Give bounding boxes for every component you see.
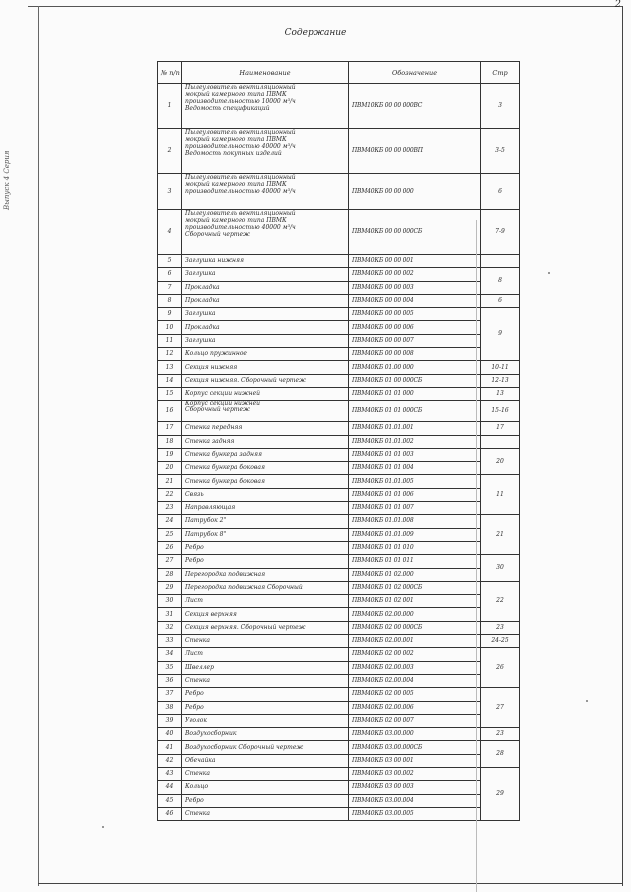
row-name: Направляющая — [182, 502, 349, 515]
row-designation: ПВМ40КБ 01.01.009 — [349, 528, 481, 541]
table-row — [158, 268, 520, 281]
table-row — [158, 728, 520, 741]
row-name: Воздухосборник — [182, 728, 349, 741]
row-name: Стенка — [182, 674, 349, 687]
row-page-group: 29 — [481, 767, 520, 820]
row-designation: ПВМ40КБ 00 00 000 — [349, 174, 481, 210]
header-designation: Обозначение — [349, 62, 481, 84]
row-number: 40 — [158, 728, 182, 741]
row-designation: ПВМ40КБ 02.00.001 — [349, 635, 481, 648]
row-designation: ПВМ40КБ 03 00.002 — [349, 767, 481, 780]
table-row — [158, 374, 520, 387]
row-name: Перегородка подвижная — [182, 568, 349, 581]
row-page-group: 6 — [481, 294, 520, 307]
row-name-line: Ведомость спецификаций — [185, 105, 270, 112]
row-designation: ПВМ40КБ 01 01 000 — [349, 387, 481, 400]
row-name-line: Пылеуловитель вентиляционный — [185, 174, 296, 181]
row-number: 8 — [158, 294, 182, 307]
row-name: Заглушка — [182, 308, 349, 321]
row-designation: ПВМ40КБ 00 00 005 — [349, 308, 481, 321]
table-row — [158, 129, 520, 174]
table-row — [158, 528, 520, 541]
row-number: 20 — [158, 462, 182, 475]
row-number: 25 — [158, 528, 182, 541]
row-designation: ПВМ40КБ 01 01 004 — [349, 462, 481, 475]
row-name: Стенка задняя — [182, 435, 349, 448]
table-row — [158, 608, 520, 621]
row-page-group: 23 — [481, 728, 520, 741]
row-name: Ребро — [182, 555, 349, 568]
row-name-line: Пылеуловитель вентиляционный — [185, 84, 296, 91]
page-border-bottom — [38, 883, 623, 884]
row-page: 3 — [481, 84, 520, 129]
row-name: Стенка бункера боковая — [182, 475, 349, 488]
row-designation: ПВМ40КБ 02.00.004 — [349, 674, 481, 687]
row-name: Патрубок 2" — [182, 515, 349, 528]
row-number: 28 — [158, 568, 182, 581]
row-name — [182, 174, 349, 210]
row-designation: ПВМ40КБ 01.01.002 — [349, 435, 481, 448]
table-row — [158, 661, 520, 674]
table-row — [158, 488, 520, 501]
page-border-top — [28, 6, 623, 7]
row-page: 10-11 — [481, 361, 520, 374]
row-name: Стенка — [182, 767, 349, 780]
row-name: Стенка — [182, 635, 349, 648]
table-row — [158, 595, 520, 608]
row-name: Ребро — [182, 794, 349, 807]
table-row — [158, 648, 520, 661]
row-name: Ребро — [182, 541, 349, 554]
table-row — [158, 348, 520, 361]
scan-speck — [586, 700, 588, 702]
row-number: 5 — [158, 255, 182, 268]
row-number: 13 — [158, 361, 182, 374]
row-name: Стенка бункера боковая — [182, 462, 349, 475]
table-row — [158, 255, 520, 268]
row-number: 46 — [158, 807, 182, 820]
table-row — [158, 435, 520, 448]
table-row — [158, 688, 520, 701]
row-name-line: Корпус секции нижней — [185, 400, 261, 408]
row-designation: ПВМ10КБ 00 00 000ВС — [349, 84, 481, 129]
row-designation: ПВМ40КБ 00 00 000ВП — [349, 129, 481, 174]
row-name-line: производительностью 40000 м³/ч — [185, 188, 296, 195]
table-row — [158, 741, 520, 754]
table-row — [158, 781, 520, 794]
row-page: 6 — [481, 174, 520, 210]
row-number: 7 — [158, 281, 182, 294]
table-row — [158, 674, 520, 687]
row-number: 4 — [158, 210, 182, 255]
row-name: Стенка передняя — [182, 422, 349, 435]
row-page-group: 20 — [481, 448, 520, 475]
row-designation: ПВМ40КБ 03.00.004 — [349, 794, 481, 807]
row-name: Стенка — [182, 807, 349, 820]
row-name: Заглушка нижняя — [182, 255, 349, 268]
table-row — [158, 701, 520, 714]
row-designation: ПВМ40КБ 01 02.000 — [349, 568, 481, 581]
table-row — [158, 422, 520, 435]
row-name: Патрубок 8" — [182, 528, 349, 541]
table-row — [158, 210, 520, 255]
row-designation: ПВМ40КБ 02 00 002 — [349, 648, 481, 661]
row-name: Заглушка — [182, 268, 349, 281]
table-body — [158, 84, 520, 821]
row-designation: ПВМ40КБ 02 00 007 — [349, 714, 481, 727]
row-name-line: мокрый камерного типа ПВМК — [185, 91, 287, 98]
row-name: Секция нижняя — [182, 361, 349, 374]
table-row — [158, 294, 520, 307]
row-number: 33 — [158, 635, 182, 648]
row-designation: ПВМ40КБ 01.01.005 — [349, 475, 481, 488]
table-row — [158, 714, 520, 727]
row-number: 15 — [158, 387, 182, 400]
row-name: Стенка бункера задняя — [182, 448, 349, 461]
table-row — [158, 401, 520, 422]
row-number: 11 — [158, 334, 182, 347]
row-number: 24 — [158, 515, 182, 528]
row-page — [481, 255, 520, 268]
table-row — [158, 502, 520, 515]
row-designation: ПВМ40КБ 02 00 000СБ — [349, 621, 481, 634]
row-number: 19 — [158, 448, 182, 461]
table-row — [158, 541, 520, 554]
row-name: Уголок — [182, 714, 349, 727]
row-designation: ПВМ40КБ 01 01 007 — [349, 502, 481, 515]
row-number: 22 — [158, 488, 182, 501]
row-designation: ПВМ40КБ 02.00.000 — [349, 608, 481, 621]
row-number: 2 — [158, 129, 182, 174]
row-number: 36 — [158, 674, 182, 687]
row-page-group: 24-25 — [481, 635, 520, 648]
row-name: Лист — [182, 595, 349, 608]
table-row — [158, 448, 520, 461]
table-row — [158, 308, 520, 321]
row-name: Прокладка — [182, 321, 349, 334]
row-designation: ПВМ40КБ 01 01 003 — [349, 448, 481, 461]
row-page: 12-13 — [481, 374, 520, 387]
row-number: 44 — [158, 781, 182, 794]
row-number: 6 — [158, 268, 182, 281]
row-number: 43 — [158, 767, 182, 780]
table-row — [158, 555, 520, 568]
row-designation: ПВМ40КБ 00 00 006 — [349, 321, 481, 334]
row-page: 13 — [481, 387, 520, 400]
table-row — [158, 807, 520, 820]
row-designation: ПВМ40КБ 00 00 002 — [349, 268, 481, 281]
row-designation: ПВМ40КБ 01 02 000СБ — [349, 581, 481, 594]
row-page-group: 8 — [481, 268, 520, 295]
row-number: 18 — [158, 435, 182, 448]
row-name: Кольцо — [182, 781, 349, 794]
row-designation: ПВМ40КБ 01.00 000 — [349, 361, 481, 374]
page-border-left — [38, 6, 39, 886]
scan-speck — [548, 272, 550, 274]
row-page: 3-5 — [481, 129, 520, 174]
row-page-group: 28 — [481, 741, 520, 768]
table-row — [158, 174, 520, 210]
row-page — [481, 435, 520, 448]
row-designation: ПВМ40КБ 03.00.000СБ — [349, 741, 481, 754]
row-page: 15-16 — [481, 401, 520, 422]
table-row — [158, 568, 520, 581]
page-border-right — [622, 6, 623, 886]
row-name: Секция верхняя — [182, 608, 349, 621]
row-number: 29 — [158, 581, 182, 594]
row-name: Ребро — [182, 701, 349, 714]
row-designation: ПВМ40КБ 02.00.006 — [349, 701, 481, 714]
table-row — [158, 515, 520, 528]
row-designation: ПВМ40КБ 03.00.005 — [349, 807, 481, 820]
row-name: Секция нижняя. Сборочный чертеж — [182, 374, 349, 387]
row-number: 34 — [158, 648, 182, 661]
row-designation: ПВМ40КБ 00 00 000СБ — [349, 210, 481, 255]
row-page-group: 30 — [481, 555, 520, 582]
row-designation: ПВМ40КБ 01 02 001 — [349, 595, 481, 608]
row-name: Кольцо пружинное — [182, 348, 349, 361]
row-designation: ПВМ40КБ 03.00.000 — [349, 728, 481, 741]
row-name-line: Пылеуловитель вентиляционный — [185, 210, 296, 217]
row-designation: ПВМ40КБ 00 00 004 — [349, 294, 481, 307]
row-designation: ПВМ40КБ 01.01.008 — [349, 515, 481, 528]
table-row — [158, 475, 520, 488]
row-name: Воздухосборник Сборочный чертеж — [182, 741, 349, 754]
row-number: 3 — [158, 174, 182, 210]
row-name: Перегородка подвижная Сборочный — [182, 581, 349, 594]
row-number: 17 — [158, 422, 182, 435]
header-name: Наименование — [182, 62, 349, 84]
row-designation: ПВМ40КБ 00 00 007 — [349, 334, 481, 347]
row-name: Секция верхняя. Сборочный чертеж — [182, 621, 349, 634]
row-designation: ПВМ40КБ 00 00 008 — [349, 348, 481, 361]
side-note: Выпуск 4 Серия — [3, 150, 11, 210]
row-name: Прокладка — [182, 294, 349, 307]
row-number: 14 — [158, 374, 182, 387]
row-name — [182, 84, 349, 129]
row-page: 17 — [481, 422, 520, 435]
table-row — [158, 581, 520, 594]
header-number: № п/п — [158, 62, 182, 84]
row-name-line: Пылеуловитель вентиляционный — [185, 129, 296, 136]
row-name: Прокладка — [182, 281, 349, 294]
row-name-line: производительностью 10000 м³/ч — [185, 98, 296, 105]
row-name-line: Ведомость покупных изделий — [185, 150, 282, 157]
row-name: Корпус секции нижней — [182, 387, 349, 400]
row-designation: ПВМ40КБ 01 00 000СБ — [349, 374, 481, 387]
row-name: Ребро — [182, 688, 349, 701]
row-name-line: мокрый камерного типа ПВМК — [185, 181, 287, 188]
row-number: 45 — [158, 794, 182, 807]
table-row — [158, 321, 520, 334]
row-number: 27 — [158, 555, 182, 568]
row-number: 26 — [158, 541, 182, 554]
row-page-group: 21 — [481, 515, 520, 555]
table-row — [158, 621, 520, 634]
table-row — [158, 334, 520, 347]
row-designation: ПВМ40КБ 01 01 010 — [349, 541, 481, 554]
table-row — [158, 462, 520, 475]
row-name: Обечайка — [182, 754, 349, 767]
row-name: Связь — [182, 488, 349, 501]
row-page-group: 23 — [481, 621, 520, 634]
row-name-line: производительностью 40000 м³/ч — [185, 224, 296, 231]
table-row — [158, 281, 520, 294]
row-number: 1 — [158, 84, 182, 129]
row-designation: ПВМ40КБ 03 00 001 — [349, 754, 481, 767]
row-name — [182, 210, 349, 255]
row-name — [182, 129, 349, 174]
row-page-group: 26 — [481, 648, 520, 688]
page-number: 2 — [614, 0, 621, 10]
table-row — [158, 361, 520, 374]
row-designation: ПВМ40КБ 02 00 005 — [349, 688, 481, 701]
row-designation: ПВМ40КБ 01 01 006 — [349, 488, 481, 501]
row-designation: ПВМ40КБ 03 00 003 — [349, 781, 481, 794]
row-number: 41 — [158, 741, 182, 754]
binding-line — [476, 220, 477, 892]
row-designation: ПВМ40КБ 00 00 003 — [349, 281, 481, 294]
table-row — [158, 754, 520, 767]
row-number: 35 — [158, 661, 182, 674]
row-page: 7-9 — [481, 210, 520, 255]
row-name-line: производительностью 40000 м³/ч — [185, 143, 296, 150]
table-row — [158, 635, 520, 648]
row-page-group: 11 — [481, 475, 520, 515]
row-number: 32 — [158, 621, 182, 634]
row-number: 10 — [158, 321, 182, 334]
row-number: 16 — [158, 401, 182, 422]
table-row — [158, 84, 520, 129]
row-name: Швеллер — [182, 661, 349, 674]
row-designation: ПВМ40КБ 00 00 001 — [349, 255, 481, 268]
row-name: Лист — [182, 648, 349, 661]
row-name — [182, 401, 349, 422]
row-designation: ПВМ40КБ 01 01 000СБ — [349, 401, 481, 422]
row-number: 39 — [158, 714, 182, 727]
table-row — [158, 387, 520, 400]
row-page-group: 9 — [481, 308, 520, 361]
contents-table — [157, 61, 520, 821]
table-row — [158, 767, 520, 780]
table-header-row — [158, 62, 520, 84]
row-page-group: 27 — [481, 688, 520, 728]
row-number: 9 — [158, 308, 182, 321]
row-name-line: мокрый камерного типа ПВМК — [185, 217, 287, 224]
row-designation: ПВМ40КБ 02.00.003 — [349, 661, 481, 674]
row-number: 12 — [158, 348, 182, 361]
header-page: Стр — [481, 62, 520, 84]
row-designation: ПВМ40КБ 01.01.001 — [349, 422, 481, 435]
row-name-line: мокрый камерного типа ПВМК — [185, 136, 287, 143]
row-number: 21 — [158, 475, 182, 488]
row-page-group: 22 — [481, 581, 520, 621]
row-number: 30 — [158, 595, 182, 608]
row-designation: ПВМ40КБ 01 01 011 — [349, 555, 481, 568]
scan-speck — [102, 826, 104, 828]
row-number: 23 — [158, 502, 182, 515]
row-name: Заглушка — [182, 334, 349, 347]
document-title: Содержание — [284, 28, 347, 38]
row-name-line: Сборочный чертеж — [185, 231, 250, 238]
row-number: 38 — [158, 701, 182, 714]
row-number: 37 — [158, 688, 182, 701]
row-name-line: Сборочный чертеж — [185, 406, 250, 414]
row-number: 42 — [158, 754, 182, 767]
table-row — [158, 794, 520, 807]
row-number: 31 — [158, 608, 182, 621]
